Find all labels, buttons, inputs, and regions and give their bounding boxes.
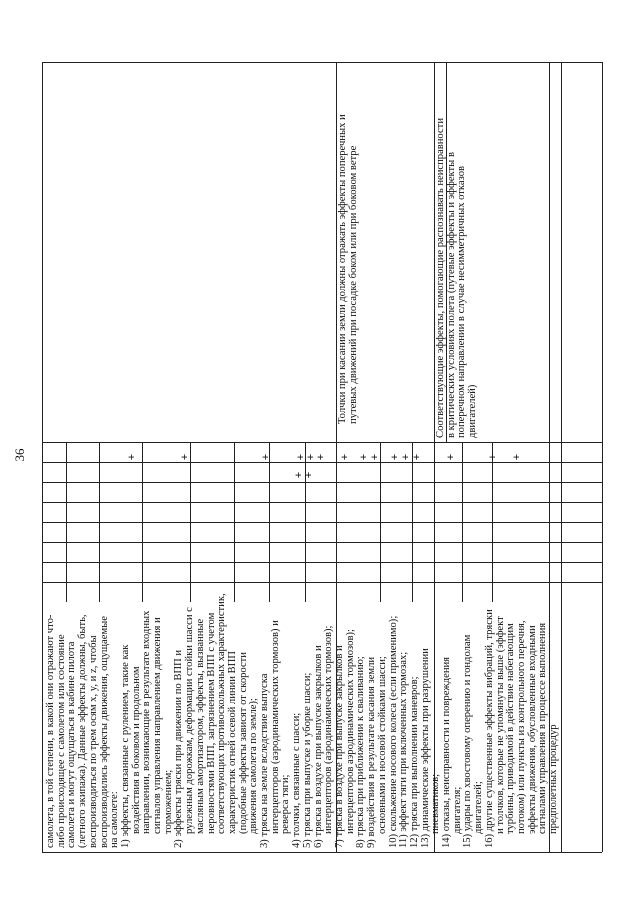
requirement-line: движения самолета по земле);	[248, 698, 260, 834]
description-separator	[42, 582, 602, 583]
remark-line: путевых движений при посадке боком или при боковом ветре	[347, 145, 359, 424]
requirement-line: двигателя;	[451, 786, 463, 834]
requirement-line: неровностями ВПП, загрязнением ВПП с учетом	[205, 612, 217, 834]
mark-column-divider	[142, 442, 143, 602]
requirement-line: 13) динамические эффекты при разрушении	[419, 648, 431, 848]
requirement-line: 14) отказы, неисправности и повреждения	[441, 656, 453, 848]
requirement-line: 10) скольжение носового колеса (если применимо);	[387, 615, 399, 848]
page-number: 36	[11, 448, 27, 462]
table-border-left	[42, 62, 43, 852]
remarks-cell-touchdown	[338, 64, 364, 424]
remark-line: поперечном направлении в случае несимметричных отказов	[456, 165, 468, 438]
mark-column-divider	[190, 442, 191, 602]
mark-column-divider	[462, 442, 463, 602]
plus-mark: +	[305, 453, 317, 461]
requirement-line: эффекты движения, обусловленные входными	[526, 625, 538, 834]
plus-mark: +	[126, 453, 138, 461]
requirement-line: предполетных процедур	[548, 724, 560, 834]
requirement-line: масляным амортизатором, эффекты, вызванные	[194, 618, 206, 834]
plus-mark: +	[487, 453, 499, 461]
requirement-line: 5) тряска при выпуске и уборке шасси;	[301, 672, 313, 848]
requirement-line: соответствующих противоскольжных характеристик,	[216, 593, 228, 834]
requirement-line: пневматиков;	[430, 773, 442, 834]
plus-mark: +	[293, 471, 305, 479]
requirement-line: направлении, возникающие в результате входных	[141, 610, 153, 834]
remark-line: Толчки при касании земли должны отражать эффекты поперечных и	[337, 114, 348, 424]
remark-line: в критических условиях полета (путевые эффекты и эффекты в	[445, 152, 457, 438]
requirement-line: 16) другие существенные эффекты вибраций, тряски	[483, 609, 495, 848]
table-border-right	[602, 62, 603, 852]
plus-mark: +	[445, 453, 457, 461]
mark-column-divider	[99, 442, 100, 602]
plus-mark: +	[369, 453, 381, 461]
requirements-table	[42, 62, 602, 852]
table-border-bottom	[42, 852, 602, 853]
plus-mark: +	[511, 453, 523, 461]
requirement-line: 1) эффекты, связанные с рулением, такие как	[119, 644, 131, 848]
requirement-line: 6) тряска в воздухе при выпуске закрылков и	[312, 645, 324, 848]
plus-mark: +	[389, 453, 401, 461]
mark-column-divider	[66, 442, 67, 602]
remark-line: двигателей)	[467, 384, 479, 438]
requirement-line: интерцепторов (аэродинамических тормозов);	[323, 625, 335, 834]
requirement-line: воспроизводились эффекты движения, ощущаемые	[98, 616, 110, 848]
requirement-line: либо происходящее с самолетом или состояние	[55, 634, 67, 848]
plus-mark: +	[358, 453, 370, 461]
requirement-line: 7) тряска в воздухе при выпуске закрылков и	[333, 645, 345, 848]
requirement-line: характеристик огней осевой линии ВПП	[226, 651, 238, 834]
requirement-line: реверса тяги;	[280, 774, 292, 834]
column-divider	[561, 62, 562, 852]
requirement-line: (подобные эффекты зависят от скорости	[237, 652, 249, 834]
requirement-line: рулежным дорожкам, деформации стойки шасси с	[184, 607, 196, 834]
requirement-line: 3) тряска на земле вследствие выпуска	[259, 673, 271, 848]
mark-row-divider	[42, 522, 602, 523]
mark-column-divider	[269, 442, 270, 602]
requirement-line: и толчков, которые не упомянуты выше (эффект	[494, 616, 506, 834]
requirement-line: интерцепторов (аэродинамических тормозов) и	[269, 620, 281, 834]
requirement-line: на самолете:	[109, 791, 121, 848]
remark-line: Соответствующие эффекты, помогающие распознавать неисправности	[435, 118, 446, 438]
requirement-line: (летного экипажа). Данные эффекты должны, быть,	[77, 614, 89, 848]
requirement-line: турбины, приводимой в действие набегающим	[505, 623, 517, 834]
requirement-line: сигналами управления в процессе выполнения	[537, 622, 549, 834]
remarks-cell-engine-failure	[436, 64, 484, 438]
requirement-line: 2) эффекты тряски при движении по ВПП и	[173, 649, 185, 848]
mark-row-divider	[42, 482, 602, 483]
plus-mark: +	[315, 453, 327, 461]
requirement-line: сигналов управления направлением движения и	[152, 617, 164, 834]
table-border-top	[42, 62, 602, 63]
mark-row-divider	[42, 462, 602, 463]
plus-mark: +	[339, 453, 351, 461]
mark-row-divider	[42, 502, 602, 503]
requirement-line: потоком) или пункты из контрольного перечня,	[515, 620, 527, 834]
requirement-description-cell	[45, 586, 560, 848]
plus-mark: +	[303, 471, 315, 479]
mark-column-divider	[336, 442, 337, 602]
requirement-line: 12) тряска при выполнении маневров;	[408, 676, 420, 848]
requirement-line: 15) удары по хвостовому оперению и гондолам	[462, 634, 474, 848]
requirement-line: самолета и могут ощущаться в кабине пилота	[66, 641, 78, 848]
requirement-line: воздействия в боковом и продольном	[130, 666, 142, 834]
plus-mark: +	[295, 453, 307, 461]
requirement-line: основными и носовой стойками шасси;	[376, 656, 388, 834]
requirement-line: самолета, в той степени, в какой они отражают что-	[45, 614, 56, 848]
mark-column-divider	[412, 442, 413, 602]
mark-column-divider	[305, 442, 306, 602]
requirement-line: 11) эффект тяги при включенных тормозах;	[398, 651, 410, 848]
mark-row-divider	[42, 562, 602, 563]
mark-column-divider	[492, 442, 493, 602]
requirement-line: воспроизводиться по трем осям x, y, и z, чтобы	[87, 635, 99, 848]
requirement-line: 4) толчки, связанные с шасси;	[291, 712, 303, 848]
mark-column-divider	[234, 442, 235, 602]
plus-mark: +	[400, 453, 412, 461]
requirement-line: двигателей;	[473, 781, 485, 834]
plus-mark: +	[179, 453, 191, 461]
plus-mark: +	[260, 453, 272, 461]
requirement-line: 9) воздействия в результате касания земли	[366, 656, 378, 848]
requirement-line: торможением;	[162, 769, 174, 834]
mark-row-divider	[42, 542, 602, 543]
mark-row-divider	[42, 442, 602, 443]
mark-column-divider	[380, 442, 381, 602]
requirement-line: 8) тряска при приближении к сваливанию;	[355, 656, 367, 848]
plus-mark: +	[411, 453, 423, 461]
requirement-line: интерцепторов аэродинамических тормозов);	[344, 629, 356, 834]
